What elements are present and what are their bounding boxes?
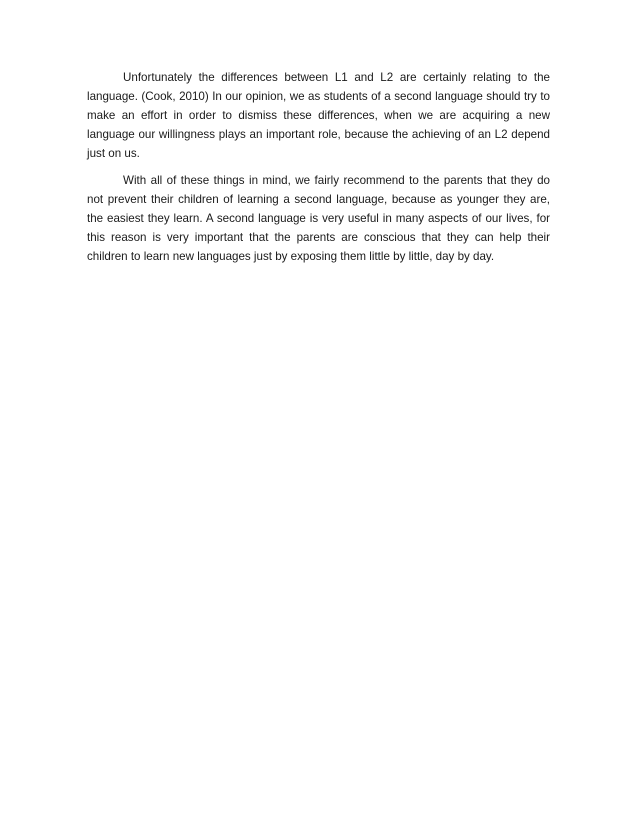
paragraph-2: With all of these things in mind, we fairly recommend to the parents that they do not prevent their children of learning a second language, because as younger they are, the easiest they learn. A second language is very useful in many aspects of our lives, for this reason is very important that the parents are conscious that they can help their children to learn new languages just by exposing them little by little, day by day.: [87, 174, 550, 263]
document-body: [87, 68, 550, 274]
paragraph-1: Unfortunately the differences between L1 and L2 are certainly relating to the language. (Cook, 2010) In our opinion, we as students of a second language should try to make an effort in order to dismiss these differences, when we are acquiring a new language our willingness plays an important role, because the achieving of an L2 depend just on us.: [87, 71, 550, 160]
